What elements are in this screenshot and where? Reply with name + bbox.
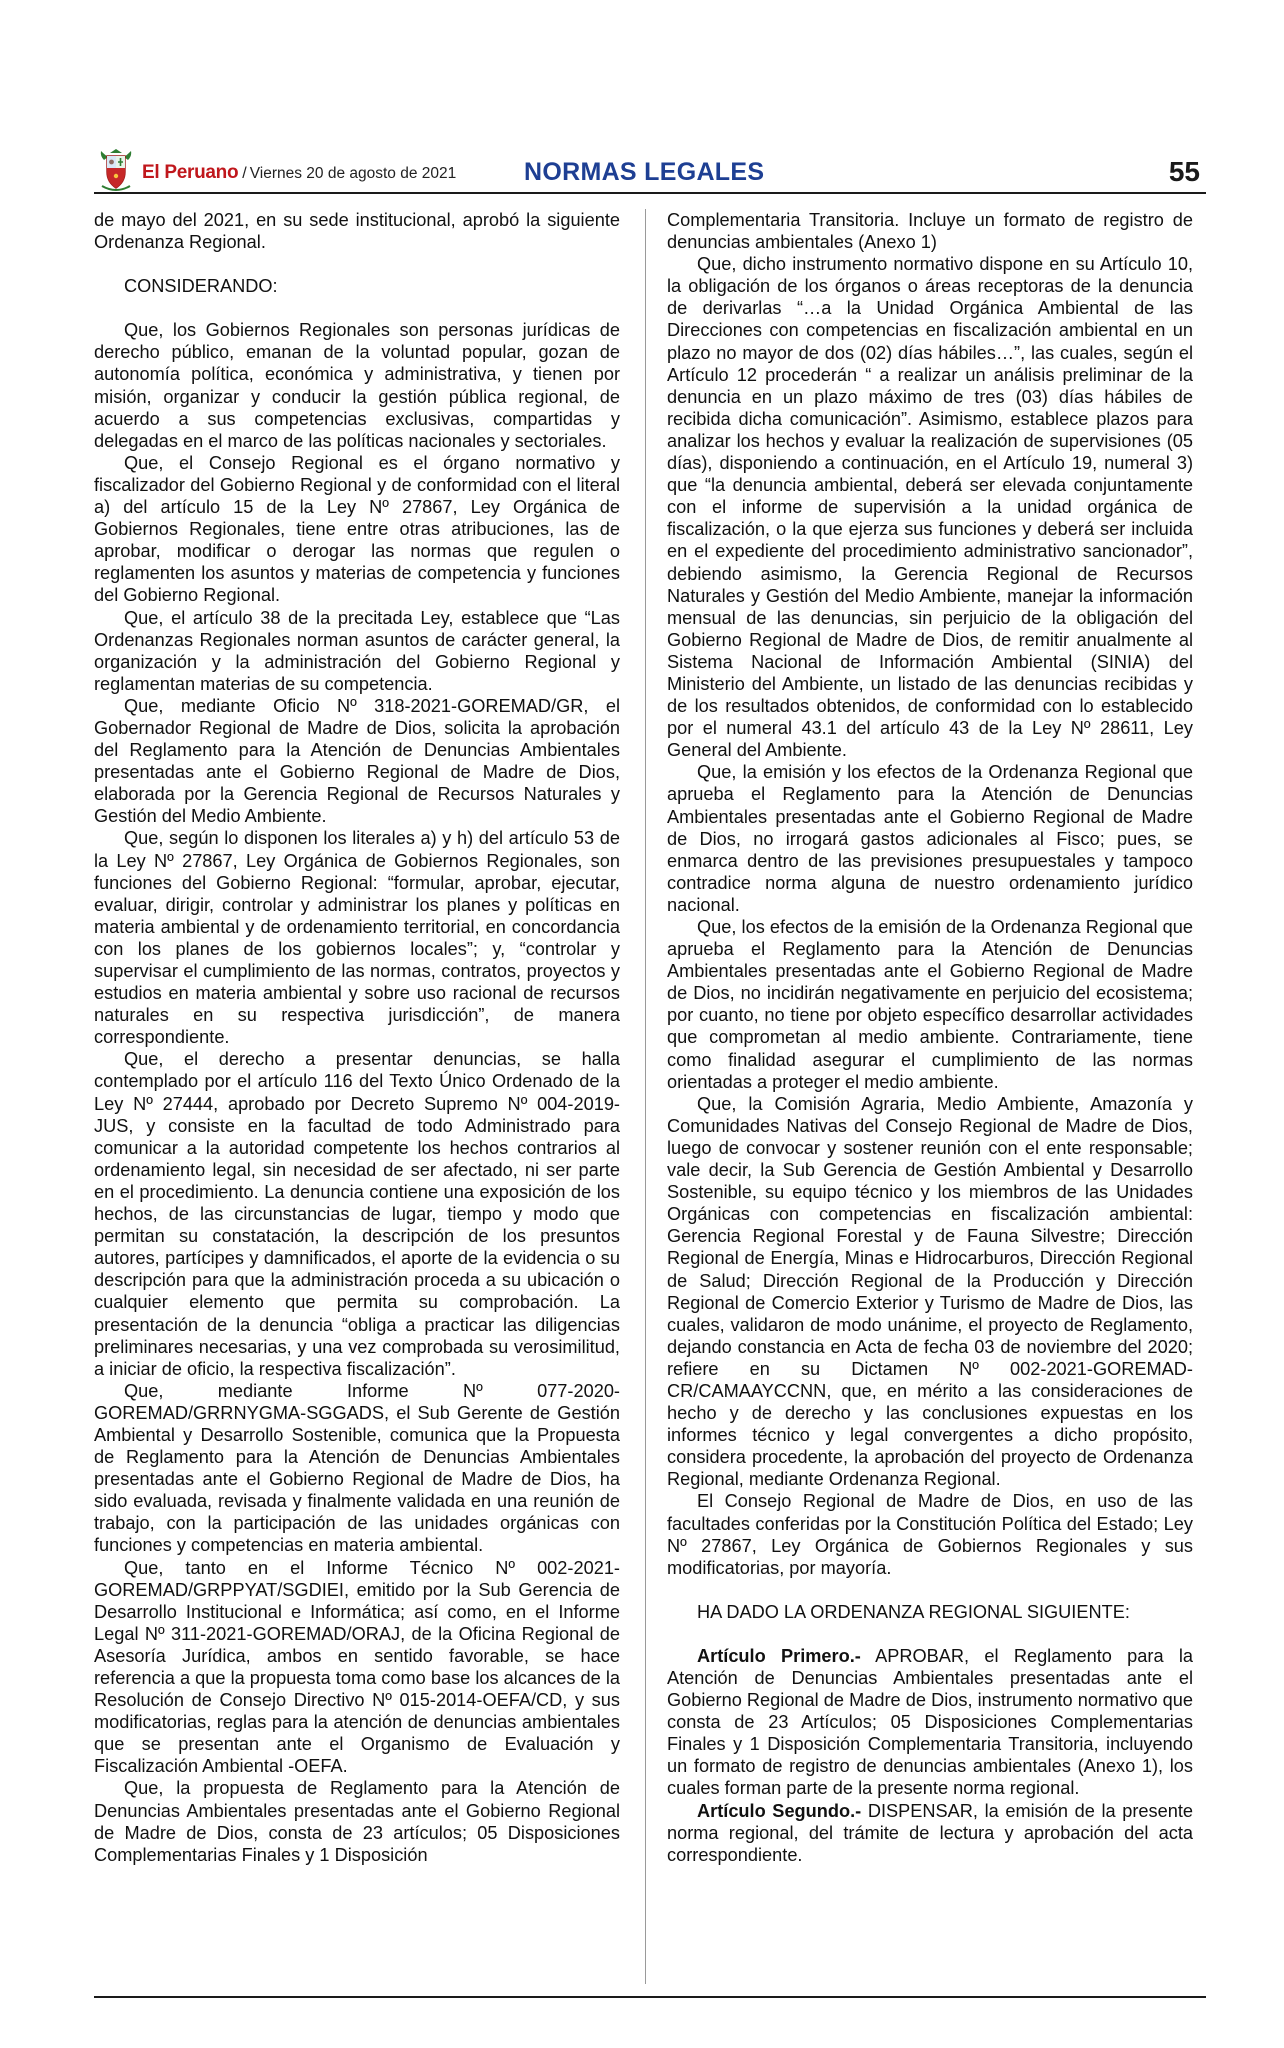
paragraph: Que, el Consejo Regional es el órgano normativo y fiscalizador del Gobierno Regional y de conformidad con el literal a) del artículo 15 de la Ley Nº 27867, Ley Orgánica de Gobiernos Regionales, tiene entre otras atribuciones, las de aprobar, modificar o derogar las normas que regulen o reglamenten los asuntos y materias de competencia y funciones del Gobierno Regional. [94, 452, 620, 606]
paragraph: Que, mediante Informe Nº 077-2020-GOREMAD/GRRNYGMA-SGGADS, el Sub Gerente de Gestión Ambiental y Desarrollo Sostenible, comunica que la Propuesta de Reglamento para la Atención de Denuncias Ambientales presentadas ante el Gobierno Regional de Madre de Dios, ha sido evaluada, revisada y finalmente validada en una reunión de trabajo, con la participación de las unidades orgánicas con funciones y competencias en materia ambiental. [94, 1380, 620, 1556]
column-divider [645, 209, 646, 1984]
masthead-brand: El Peruano [142, 162, 239, 183]
paragraph: Que, mediante Oficio Nº 318-2021-GOREMAD/GR, el Gobernador Regional de Madre de Dios, solicita la aprobación del Reglamento para la Atención de Denuncias Ambientales presentadas ante el Gobierno Regional de Madre de Dios, elaborada por la Gerencia Regional de Recursos Naturales y Gestión del Medio Ambiente. [94, 695, 620, 827]
paragraph: Que, el derecho a presentar denuncias, se halla contemplado por el artículo 116 del Texto Único Ordenado de la Ley Nº 27444, aprobado por Decreto Supremo Nº 004-2019-JUS, y consiste en la facultad de todo Administrado para comunicar a la autoridad competente los hechos contrarios al ordenamiento legal, sin necesidad de ser afectado, ni ser parte en el procedimiento. La denuncia contiene una exposición de los hechos, de las circunstancias de lugar, tiempo y modo que permitan su constatación, la descripción de los presuntos autores, partícipes y damnificados, el aporte de la evidencia o su descripción para que la administración proceda a su ubicación o cualquier elemento que permita su comprobación. La presentación de la denuncia “obliga a practicar las diligencias preliminares necesarias, y una vez comprobada su verosimilitud, a iniciar de oficio, la respectiva fiscalización”. [94, 1049, 620, 1379]
footer-rule [94, 1996, 1206, 1998]
article-text: DISPENSAR, la emisión de la presente norma regional, del trámite de lectura y aprobación del acta correspondiente. [667, 1800, 1193, 1865]
paragraph: Que, según lo disponen los literales a) y h) del artículo 53 de la Ley Nº 27867, Ley Orgánica de Gobiernos Regionales, son funciones del Gobierno Regional: “formular, aprobar, ejecutar, evaluar, dirigir, controlar y administrar los planes y políticas en materia ambiental y de ordenamiento territorial, en concordancia con los planes de los gobiernos locales”; y, “controlar y supervisar el cumplimiento de las normas, contratos, proyectos y estudios en materia ambiental y sobre uso racional de recursos naturales en su respectiva jurisdicción”, de manera correspondiente. [94, 828, 620, 1048]
paragraph: Que, la Comisión Agraria, Medio Ambiente, Amazonía y Comunidades Nativas del Consejo Regional de Madre de Dios, luego de convocar y sostener reunión con el ente responsable; vale decir, la Sub Gerencia de Gestión Ambiental y Desarrollo Sostenible, su equipo técnico y los miembros de las Unidades Orgánicas con competencias en fiscalización ambiental: Gerencia Regional Forestal y de Fauna Silvestre; Dirección Regional de Energía, Minas e Hidrocarburos, Dirección Regional de Salud; Dirección Regional de la Producción y Dirección Regional de Comercio Exterior y Turismo de Madre de Dios, las cuales, validaron de modo unánime, el proyecto de Reglamento, dejando constancia en Acta de fecha 03 de noviembre del 2020; refiere en su Dictamen Nº 002-2021-GOREMAD-CR/CAMAAYCCNN, que, en mérito a las consideraciones de hecho y de derecho y las conclusiones expuestas en los informes técnico y legal convergentes a dicho propósito, considera procedente, la aprobación del proyecto de Ordenanza Regional, mediante Ordenanza Regional. [667, 1093, 1193, 1490]
paragraph: de mayo del 2021, en su sede institucional, aprobó la siguiente Ordenanza Regional. [94, 210, 620, 253]
ordinance-heading: HA DADO LA ORDENANZA REGIONAL SIGUIENTE: [697, 1601, 1130, 1622]
paragraph: Que, los efectos de la emisión de la Ordenanza Regional que aprueba el Reglamento para la Atención de Denuncias Ambientales presentadas ante el Gobierno Regional de Madre de Dios, no incidirán negativamente en perjuicio del ecosistema; por cuanto, no tiene por objeto específico desarrollar actividades que comprometan al medio ambiente. Contrariamente, tiene como finalidad asegurar el cumplimiento de las normas orientadas a proteger el medio ambiente. [667, 917, 1193, 1092]
masthead-separator: / [242, 165, 247, 182]
paragraph: Que, los Gobiernos Regionales son personas jurídicas de derecho público, emanan de la voluntad popular, gozan de autonomía política, económica y administrativa, y tienen por misión, organizar y conducir la gestión pública regional, de acuerdo a sus competencias exclusivas, compartidas y delegadas en el marco de las políticas nacionales y sectoriales. [94, 320, 620, 451]
article-paragraph [667, 1800, 1193, 1866]
right-column [667, 209, 1193, 1984]
section-title: NORMAS LEGALES [524, 158, 765, 186]
peru-coat-of-arms-icon [98, 148, 134, 192]
article-text: APROBAR, el Reglamento para la Atención de Denuncias Ambientales presentadas ante el Gobierno Regional de Madre de Dios, instrumento normativo que consta de 23 Artículos; 05 Disposiciones Complementarias Finales y 1 Disposición Complementaria Transitoria, incluyendo un formato de registro de denuncias ambientales (Anexo 1), los cuales forman parte de la presente norma regional. [667, 1645, 1193, 1799]
paragraph: Que, dicho instrumento normativo dispone en su Artículo 10, la obligación de los órganos o áreas receptoras de la denuncia de derivarlas “…a la Unidad Orgánica Ambiental de las Direcciones con competencias en fiscalización ambiental en un plazo no mayor de dos (02) días hábiles…”, las cuales, según el Artículo 12 procederán “ a realizar un análisis preliminar de la denuncia en un plazo máximo de tres (03) días hábiles de recibida dicha comunicación”. Asimismo, establece plazos para analizar los hechos y evaluar la realización de supervisiones (05 días), disponiendo a continuación, en el Artículo 19, numeral 3) que “la denuncia ambiental, deberá ser elevada conjuntamente con el informe de supervisión a la unidad orgánica de fiscalización, o la que ejerza sus funciones y deberá ser incluida en el expediente del procedimiento administrativo sancionador”, debiendo asimismo, la Gerencia Regional de Recursos Naturales y Gestión del Medio Ambiente, manejar la información mensual de las denuncias, sin perjuicio de la obligación del Gobierno Regional de Madre de Dios, de remitir anualmente al Sistema Nacional de Información Ambiental (SINIA) del Ministerio del Ambiente, un listado de las denuncias recibidas y de los resultados obtenidos, de conformidad con lo establecido por el numeral 43.1 del artículo 43 de la Ley Nº 28611, Ley General del Ambiente. [667, 254, 1193, 761]
article-paragraph [667, 1645, 1193, 1800]
article-lead: Artículo Primero.- [697, 1645, 861, 1666]
paragraph: Que, la propuesta de Reglamento para la Atención de Denuncias Ambientales presentadas ante el Gobierno Regional de Madre de Dios, consta de 23 artículos; 05 Disposiciones Complementarias Finales y 1 Disposición [94, 1778, 620, 1865]
page-header [94, 148, 1206, 198]
issue-date: Viernes 20 de agosto de 2021 [249, 165, 457, 182]
paragraph: Complementaria Transitoria. Incluye un formato de registro de denuncias ambientales (Anexo 1) [667, 210, 1193, 253]
paragraph: Que, la emisión y los efectos de la Ordenanza Regional que aprueba el Reglamento para la Atención de Denuncias Ambientales presentadas ante el Gobierno Regional de Madre de Dios, no irrogará gastos adicionales al Fisco; pues, se enmarca dentro de las previsiones presupuestales y tampoco contradice norma alguna de nuestro ordenamiento jurídico nacional. [667, 762, 1193, 915]
header-rule [94, 192, 1206, 194]
paragraph: Que, tanto en el Informe Técnico Nº 002-2021-GOREMAD/GRPPYAT/SGDIEI, emitido por la Sub Gerencia de Desarrollo Institucional e Informática; así como, en el Informe Legal Nº 311-2021-GOREMAD/ORAJ, de la Oficina Regional de Asesoría Jurídica, ambos en sentido favorable, se hace referencia a que la propuesta toma como base los alcances de la Resolución de Consejo Directivo Nº 015-2014-OEFA/CD, y sus modificatorias, reglas para la atención de denuncias ambientales que se presentan ante el Organismo de Evaluación y Fiscalización Ambiental -OEFA. [94, 1557, 620, 1777]
paragraph: El Consejo Regional de Madre de Dios, en uso de las facultades conferidas por la Constitución Política del Estado; Ley Nº 27867, Ley Orgánica de Gobiernos Regionales y sus modificatorias, por mayoría. [667, 1491, 1193, 1578]
article-lead: Artículo Segundo.- [697, 1800, 862, 1821]
considerando-heading: CONSIDERANDO: [124, 276, 278, 297]
left-column [94, 209, 620, 1984]
page-number: 55 [1168, 156, 1200, 187]
paragraph: Que, el artículo 38 de la precitada Ley, establece que “Las Ordenanzas Regionales norman asuntos de carácter general, la organización y la administración del Gobierno Regional y reglamentan materias de su competencia. [94, 607, 620, 694]
